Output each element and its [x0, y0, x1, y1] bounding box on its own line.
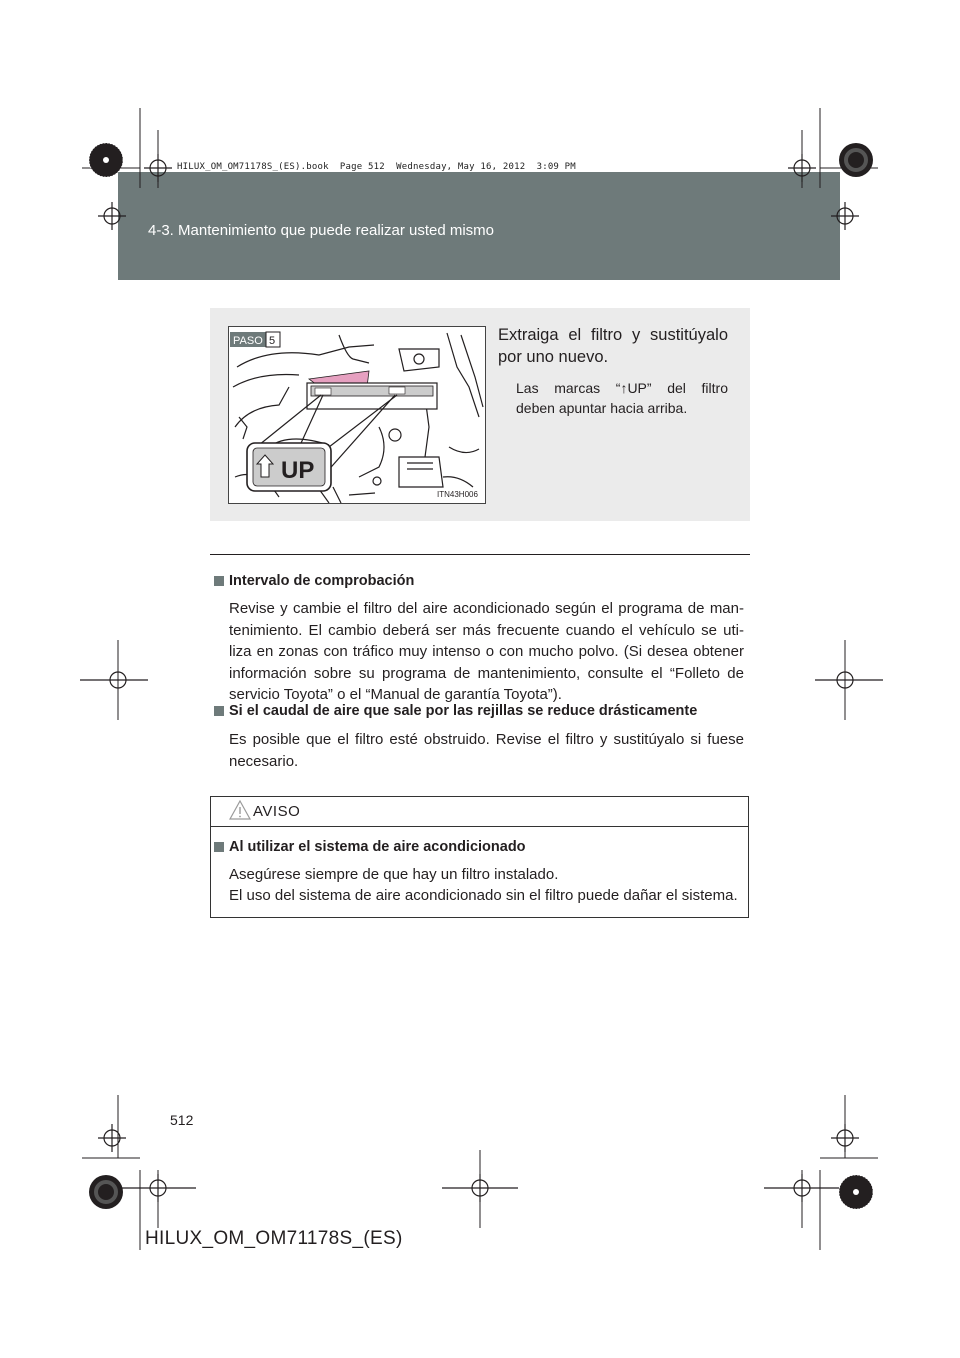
print-slug: HILUX_OM_OM71178S_(ES).book Page 512 Wednesday, May 16, 2012 3:09 PM	[177, 162, 576, 172]
page-number: 512	[170, 1112, 194, 1128]
step-instruction-line2: por uno nuevo.	[498, 348, 609, 366]
document-code: HILUX_OM_OM71178S_(ES)	[145, 1228, 403, 1249]
warning-text: Asegúrese siempre de que hay un filtro instalado. El uso del sistema de aire acondicionado sin el filtro puede dañar el sistema.	[229, 866, 738, 904]
step-badge-label: PASO	[233, 335, 263, 347]
step-note-line2: deben apuntar hacia arriba.	[516, 400, 688, 416]
section-paragraph-caudal: Es posible que el filtro esté obstruido. Revise el filtro y sustitúyalo si fuese necesario.	[229, 731, 744, 770]
section-heading-caudal: Si el caudal de aire que sale por las rejillas se reduce drásticamente	[214, 703, 697, 719]
section-heading-intervalo: Intervalo de comprobación	[214, 573, 414, 589]
step-badge-number: 5	[269, 335, 276, 347]
warning-title: AVISO	[253, 803, 301, 820]
step-instruction-line1: Extraiga el filtro y sustitúyalo	[498, 326, 728, 344]
illustration-code: ITN43H006	[437, 490, 478, 499]
section-title: 4-3. Mantenimiento que puede realizar usted mismo	[148, 222, 495, 239]
starburst-marks	[89, 143, 873, 1209]
up-label: UP	[281, 457, 315, 484]
section-paragraph-intervalo: Revise y cambie el filtro del aire acondicionado según el programa de man- tenimiento. El cambio deberá ser más frecuente cuando el vehículo se uti- liza en zonas con tráfico muy intenso o con mucho polvo. (Si desea obtener información sobre su programa de mantenimiento, consulte el “Folleto de servicio Toyota” o el “Manual de garantía Toyota”).	[229, 600, 744, 703]
warning-heading: Al utilizar el sistema de aire acondicionado	[214, 839, 526, 855]
up-arrow-icon: ↑	[620, 380, 628, 396]
step-note-line1: Las marcas “↑UP” del filtro	[516, 380, 728, 396]
crosshair-targets	[80, 154, 883, 1202]
